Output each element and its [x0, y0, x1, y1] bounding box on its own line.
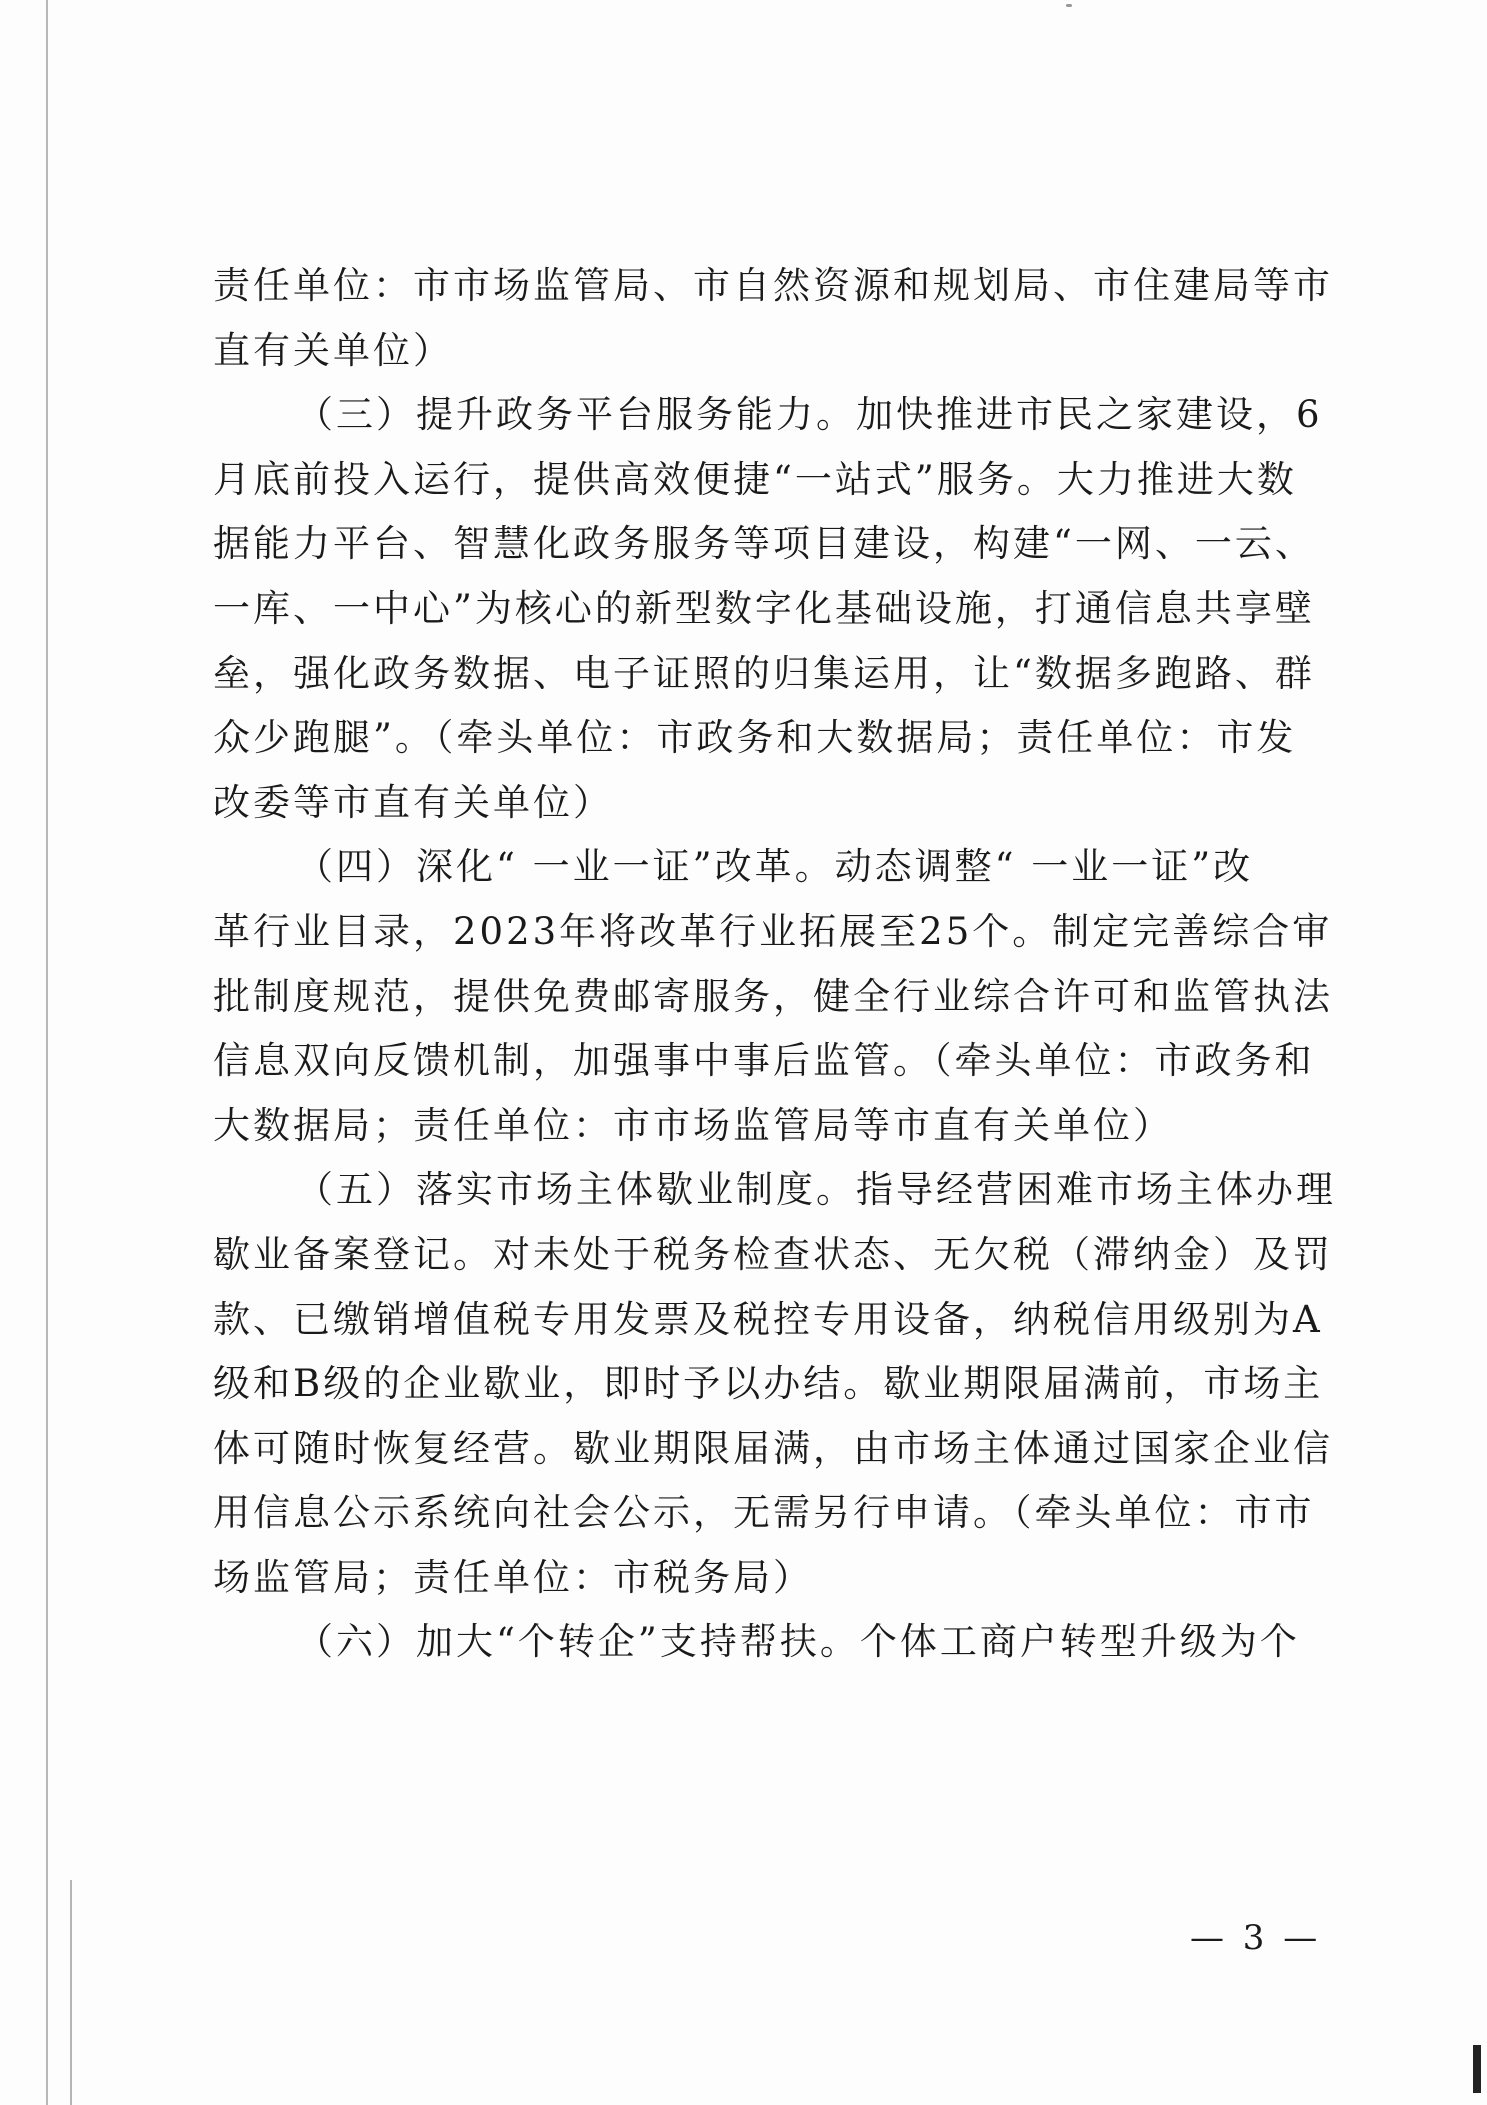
paragraph-continuation	[213, 254, 1333, 383]
text-line: 用信息公示系统向社会公示，无需另行申请。（牵头单位：市市	[213, 1491, 1315, 1535]
text-line: 月底前投入运行，提供高效便捷“一站式”服务。大力推进大数	[213, 457, 1297, 501]
text-line: 据能力平台、智慧化政务服务等项目建设，构建“一网、一云、	[213, 522, 1315, 566]
binding-margin-mark	[70, 1880, 72, 2105]
scan-edge-mark	[1473, 2045, 1481, 2093]
text-line: 改委等市直有关单位）	[213, 780, 613, 824]
scan-speck	[1066, 4, 1072, 7]
section-heading-line: （三）提升政务平台服务能力。加快推进市民之家建设，6	[296, 393, 1323, 437]
section-heading-line: （六）加大“个转企”支持帮扶。个体工商户转型升级为个	[296, 1620, 1300, 1664]
text-line: 批制度规范，提供免费邮寄服务，健全行业综合许可和监管执法	[213, 974, 1333, 1018]
text-line: 级和B级的企业歇业，即时予以办结。歇业期限届满前，市场主	[213, 1362, 1324, 1406]
text-line: 垒，强化政务数据、电子证照的归集运用，让“数据多跑路、群	[213, 651, 1315, 695]
text-line: 革行业目录，2023年将改革行业拓展至25个。制定完善综合审	[213, 909, 1333, 953]
text-line: 大数据局；责任单位：市市场监管局等市直有关单位）	[213, 1103, 1173, 1147]
paragraph-section-6	[213, 1610, 1325, 1675]
section-heading-line: （四）深化“ 一业一证”改革。动态调整“ 一业一证”改	[296, 845, 1254, 889]
page-number: — 3 —	[1190, 1918, 1322, 1958]
text-line: 直有关单位）	[213, 328, 453, 372]
paragraph-section-3	[213, 383, 1325, 835]
binding-margin-line	[46, 0, 48, 2105]
text-line: 一库、一中心”为核心的新型数字化基础设施，打通信息共享壁	[213, 586, 1315, 630]
paragraph-section-5	[213, 1158, 1336, 1610]
text-line: 款、已缴销增值税专用发票及税控专用设备，纳税信用级别为A	[213, 1297, 1323, 1341]
text-line: 歇业备案登记。对未处于税务检查状态、无欠税（滞纳金）及罚	[213, 1232, 1333, 1276]
paragraph-section-4	[213, 835, 1333, 1158]
text-line: 场监管局；责任单位：市税务局）	[213, 1555, 813, 1599]
document-body	[213, 254, 1336, 1675]
text-line: 众少跑腿”。（牵头单位：市政务和大数据局；责任单位：市发	[213, 716, 1297, 760]
text-line: 体可随时恢复经营。歇业期限届满，由市场主体通过国家企业信	[213, 1426, 1333, 1470]
text-line: 信息双向反馈机制，加强事中事后监管。（牵头单位：市政务和	[213, 1039, 1315, 1083]
section-heading-line: （五）落实市场主体歇业制度。指导经营困难市场主体办理	[296, 1168, 1336, 1212]
text-line: 责任单位：市市场监管局、市自然资源和规划局、市住建局等市	[213, 264, 1333, 307]
